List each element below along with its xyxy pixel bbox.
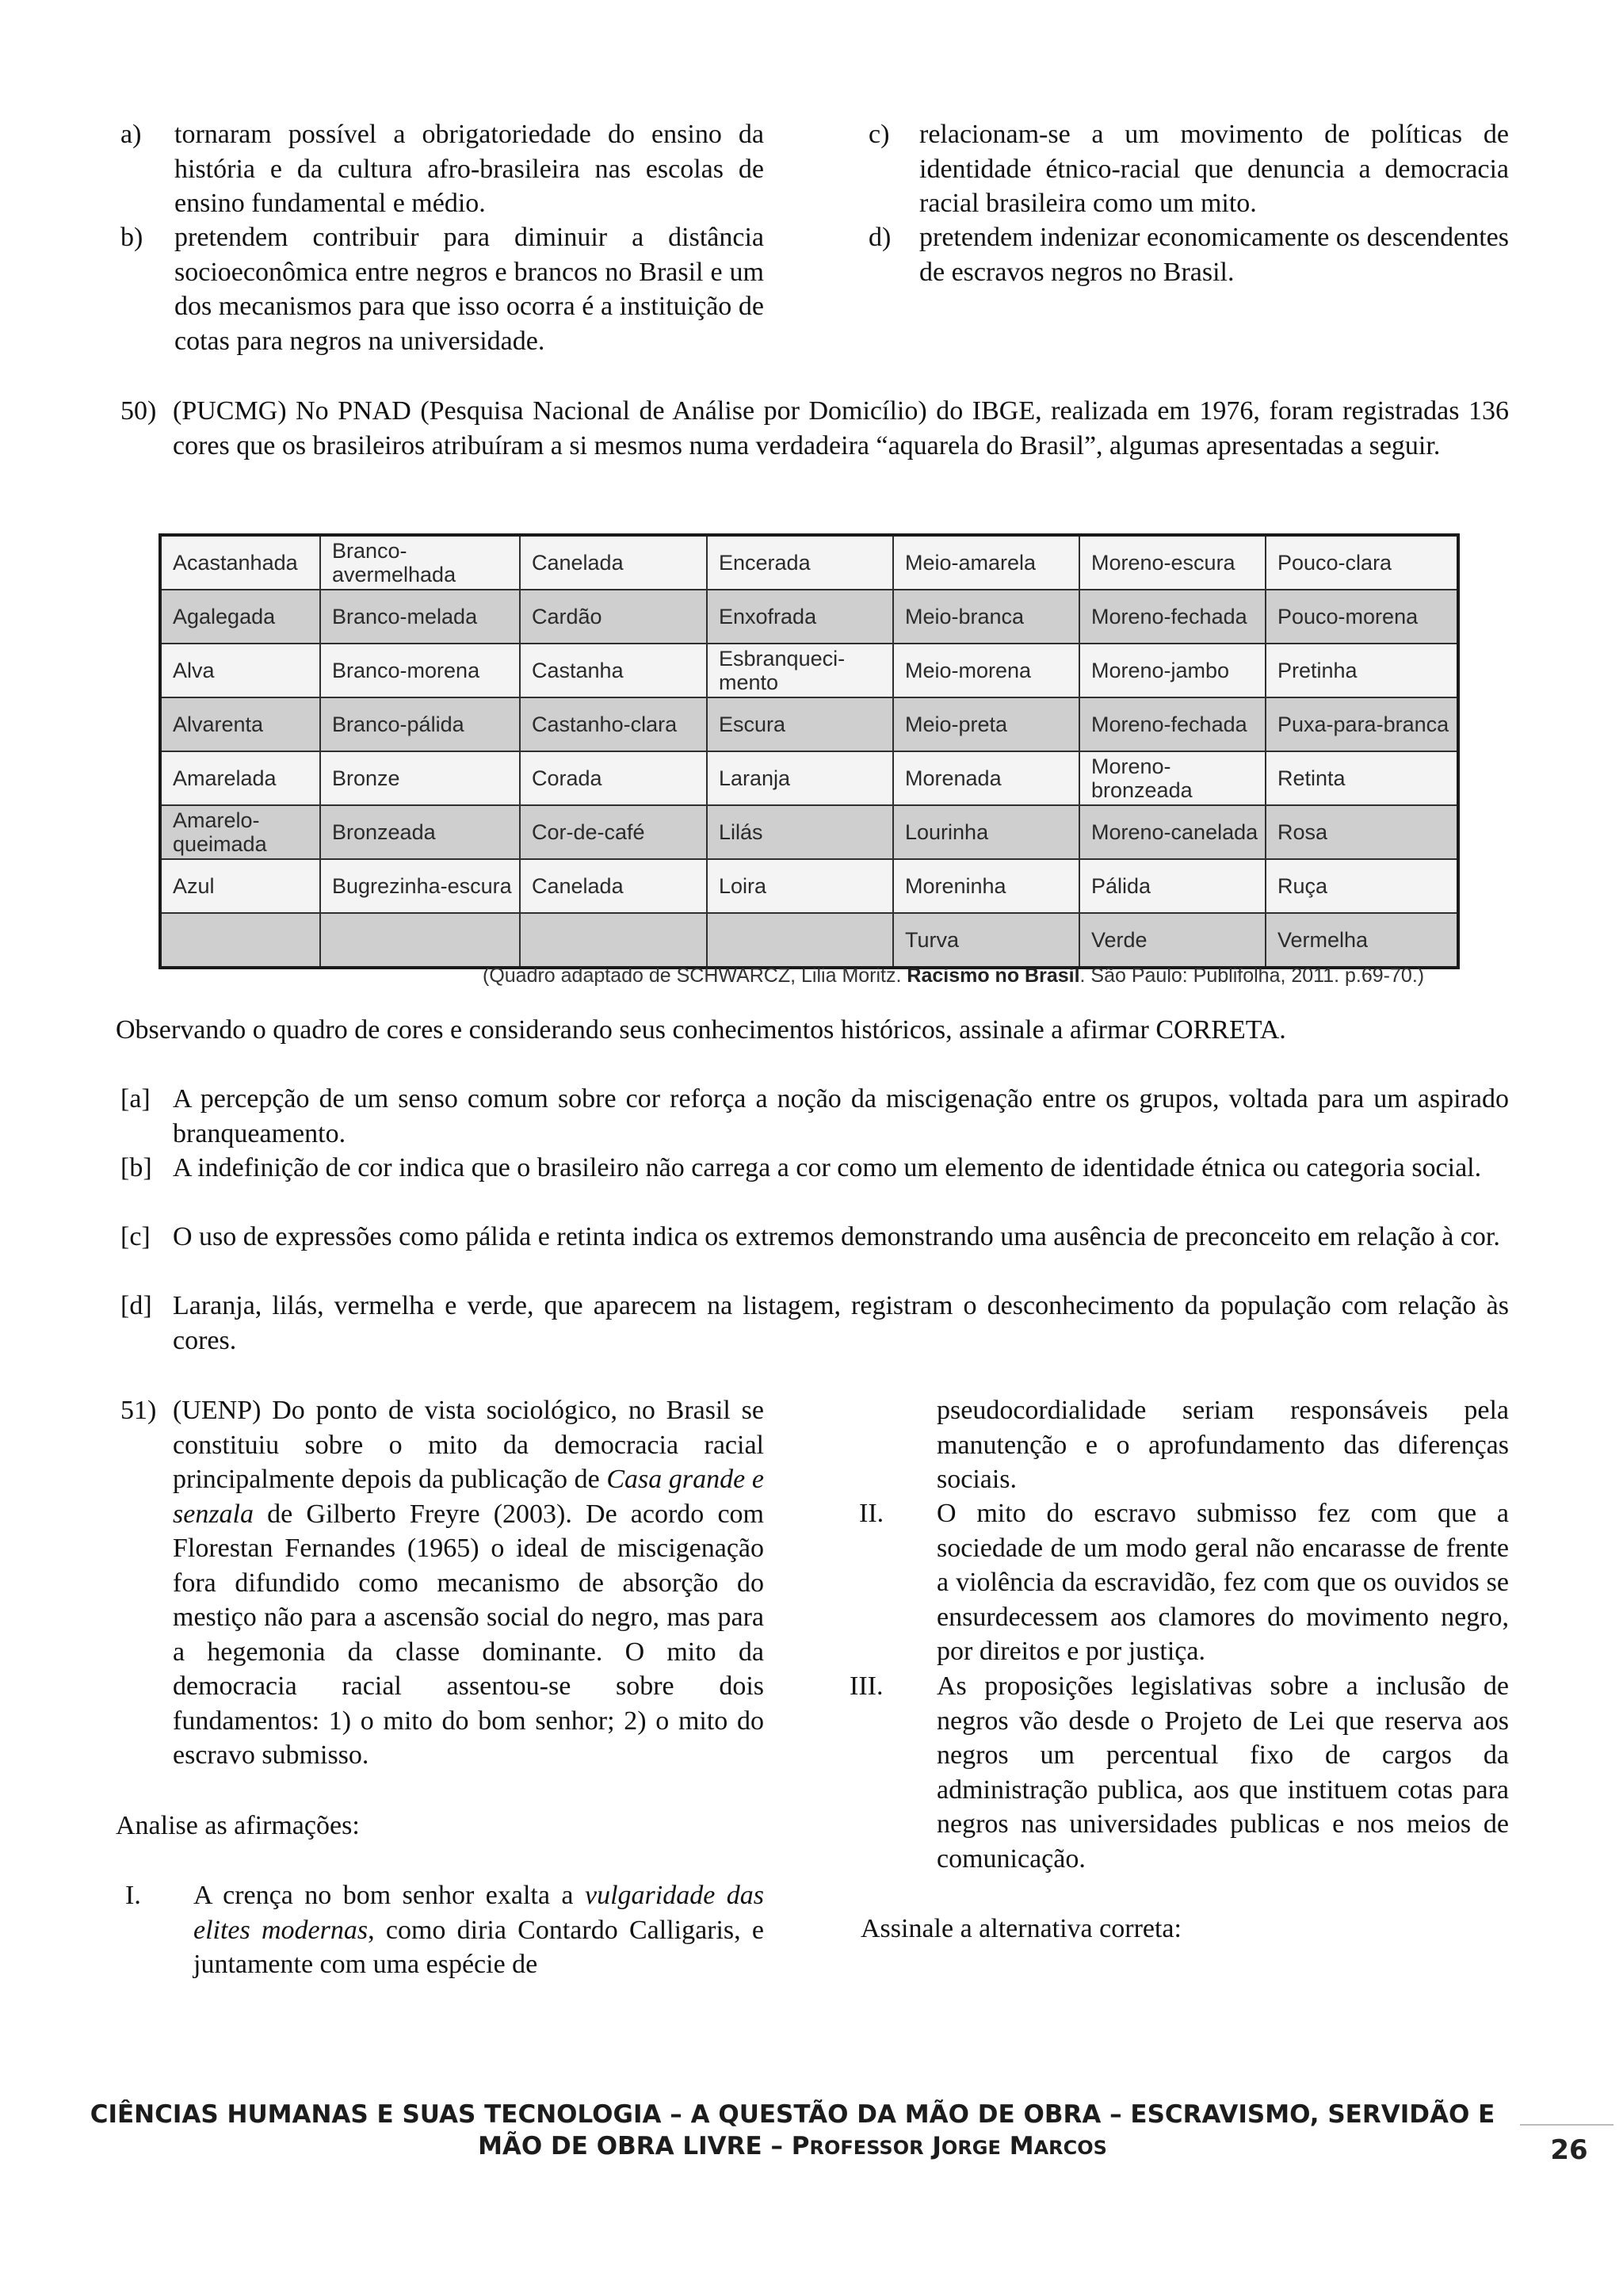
q51-item-1 (125, 1878, 764, 1981)
table-cell: Loira (707, 859, 893, 913)
table-cell: Escura (707, 697, 893, 751)
caption-prefix: (Quadro adaptado de SCHWARCZ, Lilia Moritz. (483, 965, 907, 987)
q49-option-b-label: b) (120, 223, 143, 252)
table-cell: Acastanhada (160, 535, 320, 590)
table-cell: Pretinha (1266, 644, 1458, 697)
author-smallcaps-2: ORGE (941, 2137, 1001, 2159)
table-cell: Retinta (1266, 751, 1458, 805)
table-cell: Esbranqueci-mento (707, 644, 893, 697)
table-cell: Castanho-clara (520, 697, 707, 751)
table-cell (320, 913, 520, 968)
q50-option-a-text: A percepção de um senso comum sobre cor reforça a noção da miscigenação entre os grupos, voltada para um aspirado branqueamento. (173, 1084, 1509, 1148)
q50-option-d-label: [d] (120, 1291, 152, 1320)
q50-option-c-text: O uso de expressões como pálida e retinta indica os extremos demonstrando uma ausência de preconceito em relação à cor. (173, 1222, 1500, 1251)
table-cell: Corada (520, 751, 707, 805)
q49-option-d-text: pretendem indenizar economicamente os descendentes de escravos negros no Brasil. (919, 223, 1509, 287)
table-cell: Lourinha (893, 805, 1079, 859)
q51-item-1-continuation: pseudocordialidade seriam responsáveis pela manutenção e o aprofundamento das diferenças sociais. (937, 1396, 1509, 1494)
table-cell: Moreno-fechada (1079, 590, 1266, 644)
q49-option-b-text: pretendem contribuir para diminuir a distância socioeconômica entre negros e brancos no Brasil e um dos mecanismos para que isso ocorra é a instituição de cotas para negros na universidade. (174, 223, 764, 356)
table-cell: Castanha (520, 644, 707, 697)
table-cell (160, 913, 320, 968)
table-cell: Ruça (1266, 859, 1458, 913)
table-cell: Alva (160, 644, 320, 697)
footer-author (792, 2132, 1107, 2160)
page-number-rule (1520, 2124, 1613, 2126)
q50-stem-text: (PUCMG) No PNAD (Pesquisa Nacional de Análise por Domicílio) do IBGE, realizada em 1976, foram registradas 136 cores que os brasileiros atribuíram a si mesmos numa verdadeira “aquarela do Brasil”, algumas apresentadas a seguir. (173, 396, 1509, 460)
table-row (160, 913, 1458, 968)
q50-option-c (120, 1220, 1509, 1289)
table-cell: Enxofrada (707, 590, 893, 644)
q51-item-1-italic: vulgaridade das elites modernas (193, 1881, 764, 1945)
page-number: 26 (1550, 2134, 1588, 2166)
table-cell: Moreno-escura (1079, 535, 1266, 590)
q51-item-3-text: As proposições legislativas sobre a inclusão de negros vão desde o Projeto de Lei que reserva aos negros um percentual fixo de cargos da administração publica, aos que instituem cotas para negros nas universidades publicas e nos meios de comunicação. (937, 1671, 1509, 1874)
table-cell: Agalegada (160, 590, 320, 644)
footer-line-2-text: MÃO DE OBRA LIVRE – (478, 2132, 792, 2160)
color-table-body (160, 535, 1458, 968)
table-row (160, 859, 1458, 913)
q50-instruction: Observando o quadro de cores e considerando seus conhecimentos históricos, assinale a afirmar CORRETA. (116, 1015, 1286, 1045)
author-smallcaps-3: ARCOS (1033, 2137, 1107, 2159)
q49-option-b (120, 220, 764, 358)
color-table (158, 533, 1460, 969)
table-cell: Branco-pálida (320, 697, 520, 751)
q51-item-3 (850, 1669, 1509, 1874)
q49-option-d-label: d) (869, 223, 892, 252)
q51-stem (120, 1393, 764, 1774)
q49-option-c (869, 117, 1509, 220)
table-cell: Branco-avermelhada (320, 535, 520, 590)
q51-item-2-text: O mito do escravo submisso fez com que a sociedade de um modo geral não encarasse de frente a violência da escravidão, fez com que os ouvidos se ensurdecessem aos clamores do movimento negro, por direitos e por justiça. (937, 1499, 1509, 1666)
table-cell: Lilás (707, 805, 893, 859)
table-cell: Puxa-para-branca (1266, 697, 1458, 751)
q51-item-1-text (193, 1878, 764, 1982)
q50-option-a-label: [a] (120, 1084, 151, 1114)
table-cell: Alvarenta (160, 697, 320, 751)
table-cell: Turva (893, 913, 1079, 968)
table-cell: Moreninha (893, 859, 1079, 913)
q50-option-d (120, 1289, 1509, 1358)
table-cell (520, 913, 707, 968)
q51-closing-prompt: Assinale a alternativa correta: (861, 1914, 1182, 1943)
q51-item-2 (859, 1496, 1509, 1666)
q49-option-a-label: a) (120, 120, 142, 149)
footer-line-2 (79, 2130, 1506, 2164)
table-cell: Rosa (1266, 805, 1458, 859)
table-cell: Meio-branca (893, 590, 1079, 644)
q51-stem-part-1: (UENP) Do ponto de vista sociológico, no Brasil se constituiu sobre o mito da democracia racial principalmente depois da publicação de (173, 1396, 764, 1494)
table-cell: Laranja (707, 751, 893, 805)
table-row (160, 751, 1458, 805)
table-cell: Moreno-fechada (1079, 697, 1266, 751)
q49-option-a-text: tornaram possível a obrigatoriedade do ensino da história e da cultura afro-brasileira nas escolas de ensino fundamental e médio. (174, 120, 764, 218)
q49-option-c-label: c) (869, 120, 890, 149)
author-cap-p: P (791, 2132, 810, 2160)
table-cell: Branco-melada (320, 590, 520, 644)
q50-stem (120, 394, 1509, 497)
caption-book-title: Racismo no Brasil (907, 965, 1080, 987)
table-cell (707, 913, 893, 968)
page-footer (79, 2099, 1506, 2164)
q49-option-d (869, 220, 1509, 289)
table-cell: Moreno-jambo (1079, 644, 1266, 697)
table-cell: Bronze (320, 751, 520, 805)
q50-option-b-text: A indefinição de cor indica que o brasileiro não carrega a cor como um elemento de identidade étnica ou categoria social. (173, 1153, 1482, 1182)
table-cell: Meio-morena (893, 644, 1079, 697)
table-cell: Morenada (893, 751, 1079, 805)
footer-line-1: CIÊNCIAS HUMANAS E SUAS TECNOLOGIA – A QUESTÃO DA MÃO DE OBRA – ESCRAVISMO, SERVIDÃO E (90, 2100, 1495, 2129)
q51-item-3-label: III. (850, 1671, 884, 1701)
q51-item-1-label: I. (125, 1881, 141, 1910)
q50-option-c-label: [c] (120, 1222, 151, 1251)
q50-number: 50) (120, 396, 157, 426)
q51-book-title: Casa grande e senzala (173, 1465, 764, 1529)
table-row (160, 644, 1458, 697)
table-cell: Vermelha (1266, 913, 1458, 968)
q50-option-b (120, 1151, 1509, 1220)
table-row (160, 590, 1458, 644)
table-cell: Encerada (707, 535, 893, 590)
author-cap-j: J (932, 2132, 941, 2160)
table-cell: Amarelada (160, 751, 320, 805)
table-cell: Verde (1079, 913, 1266, 968)
table-cell: Bronzeada (320, 805, 520, 859)
q50-option-b-label: [b] (120, 1153, 152, 1182)
table-cell: Moreno-canelada (1079, 805, 1266, 859)
table-cell: Pálida (1079, 859, 1266, 913)
table-cell: Cor-de-café (520, 805, 707, 859)
table-cell: Azul (160, 859, 320, 913)
table-cell: Cardão (520, 590, 707, 644)
table-cell: Amarelo-queimada (160, 805, 320, 859)
q51-item-1-part-1: A crença no bom senhor exalta a (193, 1881, 585, 1910)
table-source-caption (483, 965, 1456, 988)
table-cell: Branco-morena (320, 644, 520, 697)
table-cell: Pouco-morena (1266, 590, 1458, 644)
q50-option-d-text: Laranja, lilás, vermelha e verde, que aparecem na listagem, registram o desconhecimento da população com relação às cores. (173, 1291, 1509, 1355)
table-row (160, 535, 1458, 590)
q51-item-2-label: II. (859, 1499, 884, 1528)
table-cell: Bugrezinha-escura (320, 859, 520, 913)
table-cell: Pouco-clara (1266, 535, 1458, 590)
q49-option-c-text: relacionam-se a um movimento de políticas de identidade étnico-racial que denuncia a democracia racial brasileira como um mito. (919, 120, 1509, 218)
caption-suffix: . São Paulo: Publifolha, 2011. p.69-70.) (1079, 965, 1425, 987)
author-smallcaps-1: ROFESSOR (809, 2137, 924, 2159)
q51-analyze-prompt: Analise as afirmações: (116, 1811, 360, 1840)
table-row (160, 697, 1458, 751)
table-cell: Moreno-bronzeada (1079, 751, 1266, 805)
q49-option-a (120, 117, 764, 220)
q51-stem-part-2: de Gilberto Freyre (2003). De acordo com Florestan Fernandes (1965) o ideal de miscigenação fora difundido como mecanismo de absorção do mestiço não para a ascensão social do negro, mas para a hegemonia da classe dominante. O mito da democracia racial assentou-se sobre dois fundamentos: 1) o mito do bom senhor; 2) o mito do escravo submisso. (173, 1499, 764, 1770)
q51-item-1-part-2: , como diria Contardo Calligaris, e juntamente com uma espécie de (193, 1915, 765, 1979)
table-cell: Meio-amarela (893, 535, 1079, 590)
q50-option-a (120, 1082, 1509, 1151)
table-cell: Meio-preta (893, 697, 1079, 751)
author-cap-m: M (1009, 2132, 1034, 2160)
q51-stem-text (173, 1393, 764, 1773)
table-cell: Canelada (520, 535, 707, 590)
table-cell: Canelada (520, 859, 707, 913)
table-row (160, 805, 1458, 859)
q51-number: 51) (120, 1396, 157, 1425)
